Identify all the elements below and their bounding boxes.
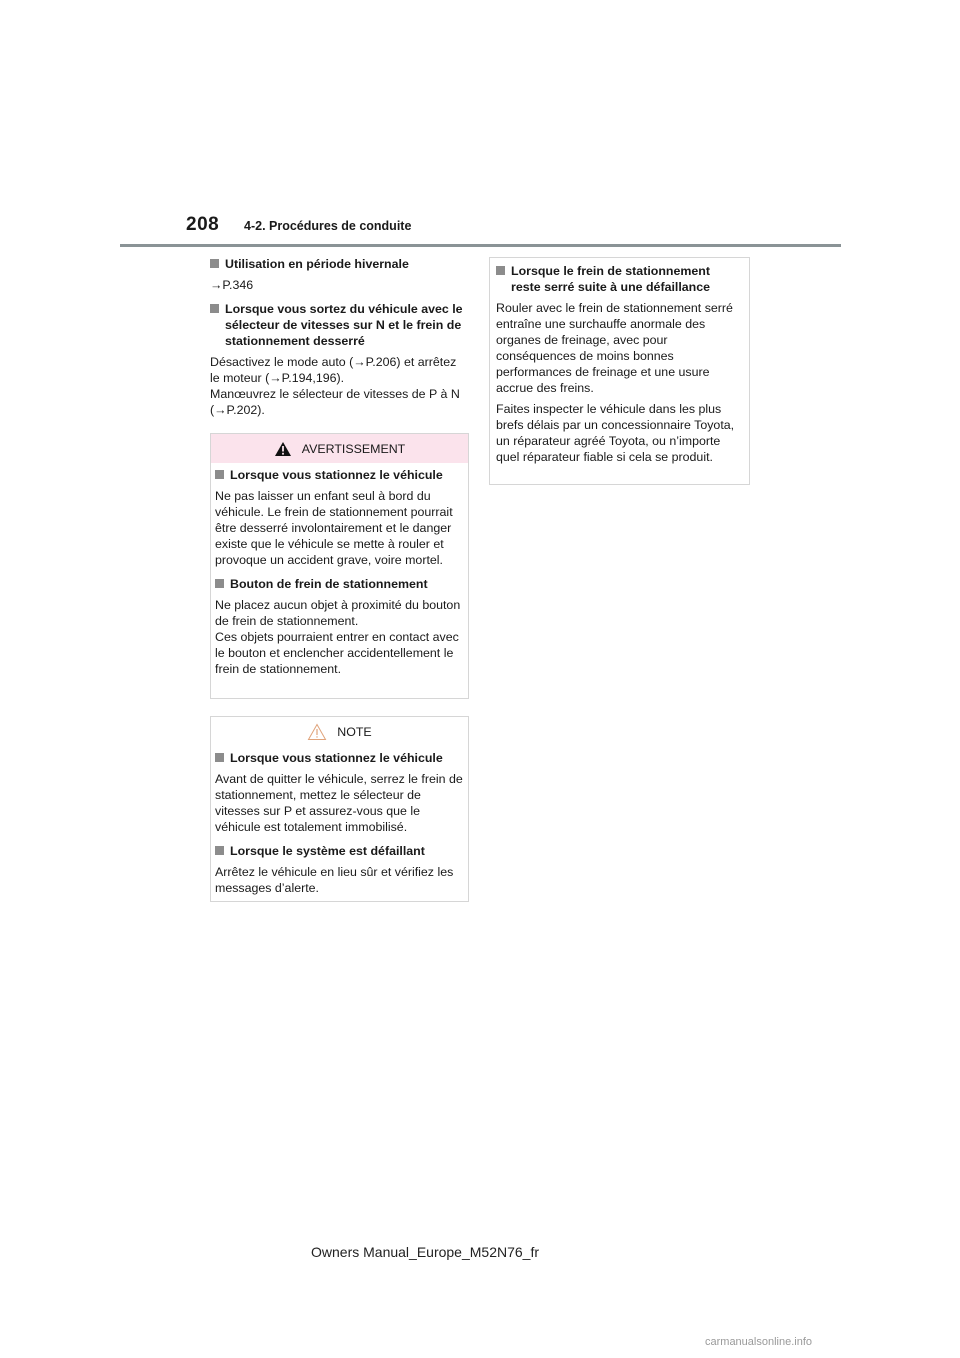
note-label: NOTE [337,724,372,739]
square-bullet-icon [215,753,224,762]
section-heading-text: Lorsque vous sortez du véhicule avec le sélecteur de vitesses sur N et le frein de stationnement desserré [225,302,463,348]
note-heading-parking [215,750,464,766]
square-bullet-icon [215,846,224,855]
page-number: 208 [186,214,220,235]
page-reference: →P.346 [210,278,254,292]
warning-label: AVERTISSEMENT [301,441,406,456]
header-divider [120,244,841,247]
square-bullet-icon [210,304,219,313]
square-bullet-icon [210,259,219,268]
body-paragraph: Ne placez aucun objet à proximité du bouton de frein de stationnement. [215,598,461,628]
section-heading-winter [210,256,469,272]
note-heading-failure [215,843,464,859]
square-bullet-icon [215,470,224,479]
note-header [211,717,468,746]
square-bullet-icon [496,266,505,275]
info-box-brake-failure [489,257,750,485]
warning-heading-parking [215,467,464,483]
section-heading-text: Bouton de frein de stationnement [230,577,428,591]
warning-header [211,434,468,463]
left-column [210,256,469,418]
body-paragraph: Avant de quitter le véhicule, serrez le frein de stationnement, mettez le sélecteur de vitesses sur P et assurez-vous que le véhicule est totalement immobilisé. [215,772,463,834]
body-paragraph: Faites inspecter le véhicule dans les plus brefs délais par un concessionnaire Toyota, un réparateur agréé Toyota, ou n’importe quel réparateur fiable si cela se produit. [496,402,735,464]
section-heading-text: Utilisation en période hivernale [225,257,409,271]
section-heading-text: Lorsque vous stationnez le véhicule [230,751,443,765]
section-heading-text: Lorsque le frein de stationnement reste serré suite à une défaillance [511,264,711,294]
section-heading-text: Lorsque le système est défaillant [230,844,425,858]
document-id: Owners Manual_Europe_M52N76_fr [311,1244,540,1260]
section-heading-exit-vehicle [210,301,469,349]
square-bullet-icon [215,579,224,588]
body-paragraph: Ne pas laisser un enfant seul à bord du véhicule. Le frein de stationnement pourrait être desserré involontairement et le danger existe que le véhicule se mette à rouler et provoque un accident grave, voire mortel. [215,489,453,567]
warning-triangle-icon [274,441,292,457]
note-box [210,716,469,902]
chapter-title: 4-2. Procédures de conduite [244,219,412,233]
body-paragraph: Rouler avec le frein de stationnement serré entraîne une surchauffe anormale des organes de freinage, avec pour conséquences de moins bonnes performances de freinage et une usure accrue des freins. [496,301,733,395]
body-paragraph: Arrêtez le véhicule en lieu sûr et vérifiez les messages d’alerte. [215,865,454,895]
warning-heading-parking-button [215,576,464,592]
body-paragraph: Désactivez le mode auto (→P.206) et arrêtez le moteur (→P.194,196). [210,355,457,385]
body-paragraph: Manœuvrez le sélecteur de vitesses de P à N (→P.202). [210,387,460,417]
warning-box [210,433,469,699]
body-paragraph: Ces objets pourraient entrer en contact avec le bouton et enclencher accidentellement le frein de stationnement. [215,630,459,676]
caution-triangle-icon [307,723,327,741]
section-heading-text: Lorsque vous stationnez le véhicule [230,468,443,482]
watermark: carmanualsonline.info [705,1336,813,1348]
info-heading [496,263,743,295]
